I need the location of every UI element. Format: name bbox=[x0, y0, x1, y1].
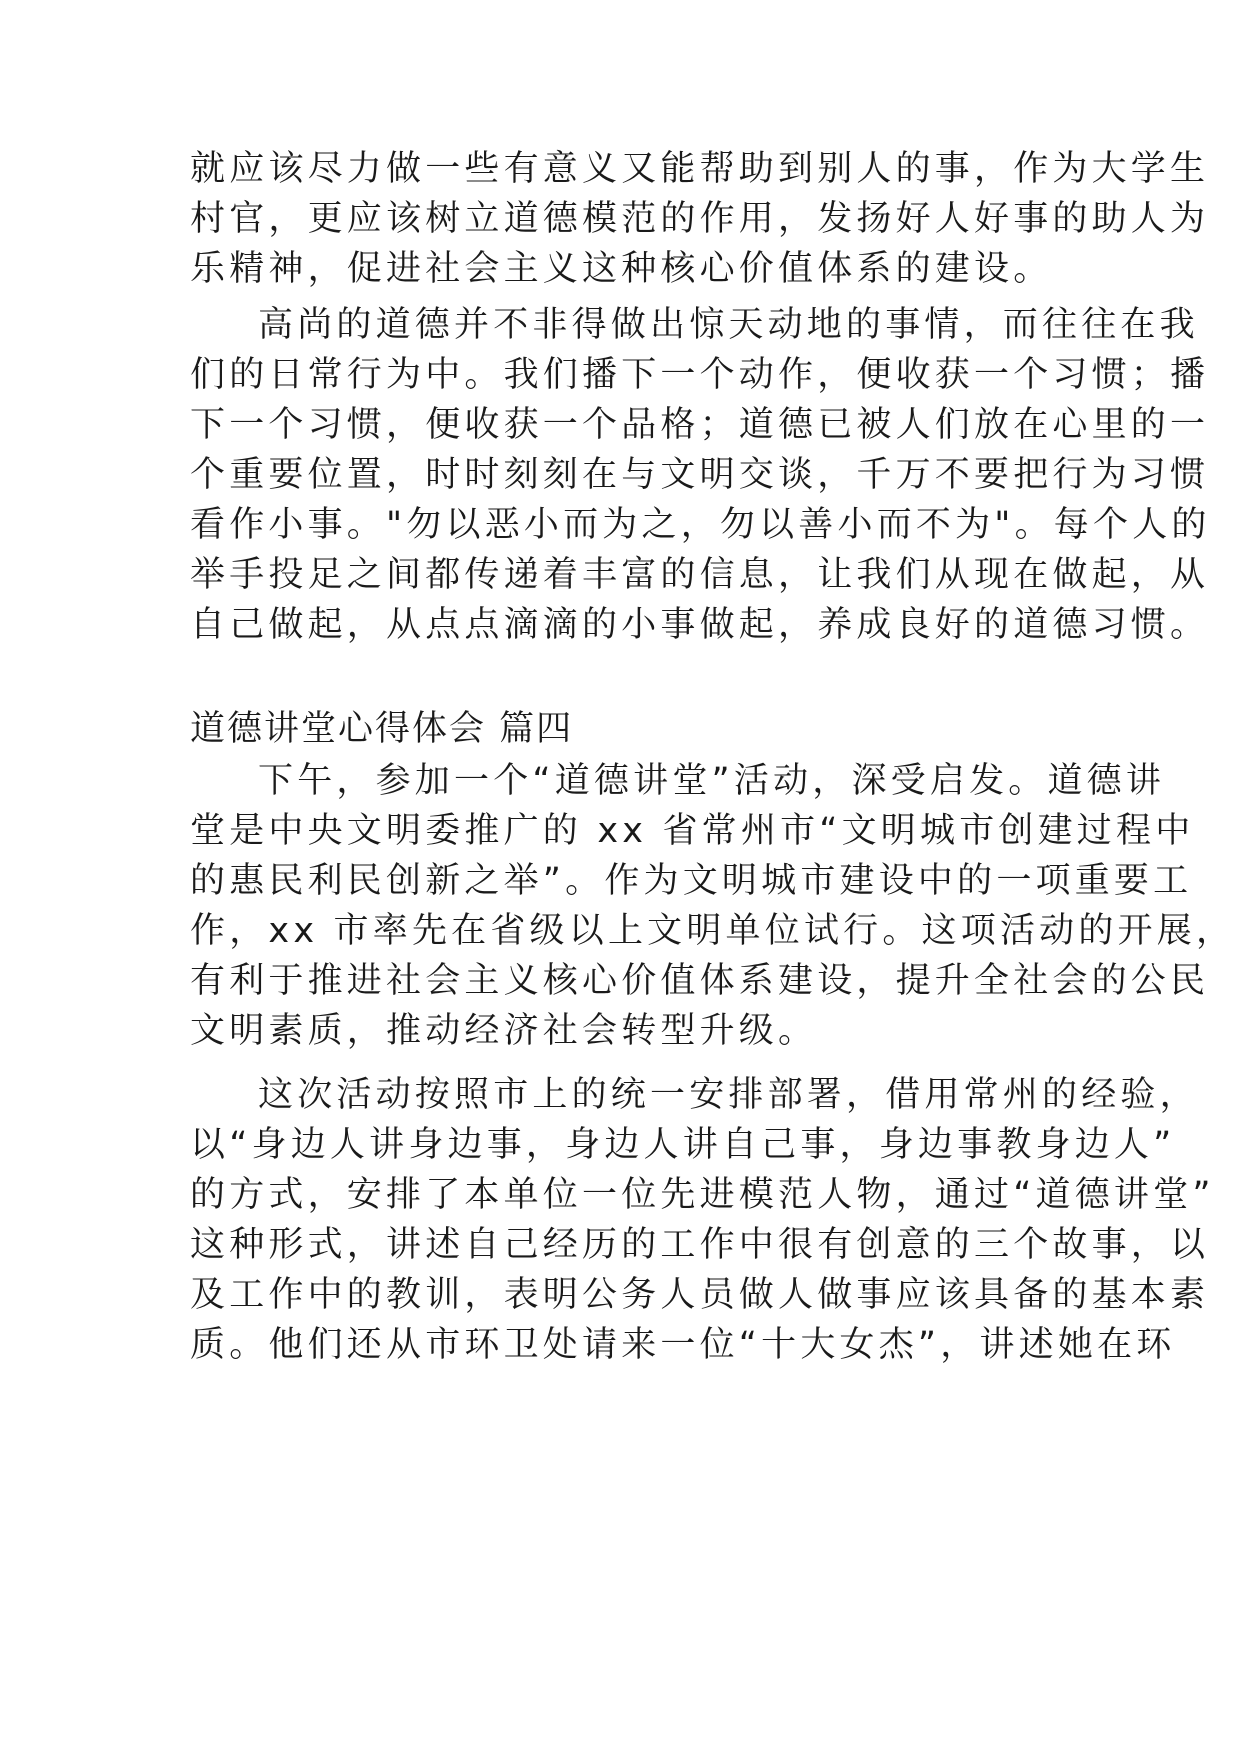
paragraph-4-line-1: 这次活动按照市上的统一安排部署，借用常州的经验， bbox=[258, 1075, 1199, 1115]
paragraph-3-line-4: 作，xx 市率先在省级以上文明单位试行。这项活动的开展， bbox=[190, 911, 1236, 951]
paragraph-2-line-2: 们的日常行为中。我们播下一个动作，便收获一个习惯；播 bbox=[190, 355, 1210, 395]
paragraph-2-line-4: 个重要位置，时时刻刻在与文明交谈，千万不要把行为习惯 bbox=[190, 455, 1210, 495]
paragraph-1-line-3: 乐精神，促进社会主义这种核心价值体系的建设。 bbox=[190, 249, 1053, 289]
paragraph-3-line-2: 堂是中央文明委推广的 xx 省常州市“文明城市创建过程中 bbox=[190, 811, 1195, 851]
paragraph-3-line-6: 文明素质，推动经济社会转型升级。 bbox=[190, 1011, 818, 1051]
paragraph-3-line-3: 的惠民利民创新之举”。作为文明城市建设中的一项重要工 bbox=[190, 861, 1193, 901]
paragraph-2-line-1: 高尚的道德并不非得做出惊天动地的事情，而往往在我 bbox=[258, 305, 1199, 345]
paragraph-4-line-5: 及工作中的教训，表明公务人员做人做事应该具备的基本素 bbox=[190, 1275, 1210, 1315]
paragraph-4-line-6: 质。他们还从市环卫处请来一位“十大女杰”，讲述她在环 bbox=[190, 1325, 1176, 1365]
paragraph-4-line-2: 以“身边人讲身边事，身边人讲自己事，身边事教身边人” bbox=[190, 1125, 1176, 1165]
paragraph-2-line-3: 下一个习惯，便收获一个品格；道德已被人们放在心里的一 bbox=[190, 405, 1210, 445]
paragraph-2-line-5: 看作小事。"勿以恶小而为之，勿以善小而不为"。每个人的 bbox=[190, 505, 1211, 545]
paragraph-1-line-2: 村官，更应该树立道德模范的作用，发扬好人好事的助人为 bbox=[190, 199, 1210, 239]
paragraph-2-line-7: 自己做起，从点点滴滴的小事做起，养成良好的道德习惯。 bbox=[190, 605, 1210, 645]
section-heading: 道德讲堂心得体会 篇四 bbox=[190, 709, 574, 749]
paragraph-3-line-5: 有利于推进社会主义核心价值体系建设，提升全社会的公民 bbox=[190, 961, 1210, 1001]
paragraph-2-line-6: 举手投足之间都传递着丰富的信息，让我们从现在做起，从 bbox=[190, 555, 1210, 595]
paragraph-3-line-1: 下午，参加一个“道德讲堂”活动，深受启发。道德讲 bbox=[258, 761, 1166, 801]
paragraph-1-line-1: 就应该尽力做一些有意义又能帮助到别人的事，作为大学生 bbox=[190, 149, 1210, 189]
paragraph-4-line-3: 的方式，安排了本单位一位先进模范人物，通过“道德讲堂” bbox=[190, 1175, 1215, 1215]
paragraph-4-line-4: 这种形式，讲述自己经历的工作中很有创意的三个故事，以 bbox=[190, 1225, 1210, 1265]
